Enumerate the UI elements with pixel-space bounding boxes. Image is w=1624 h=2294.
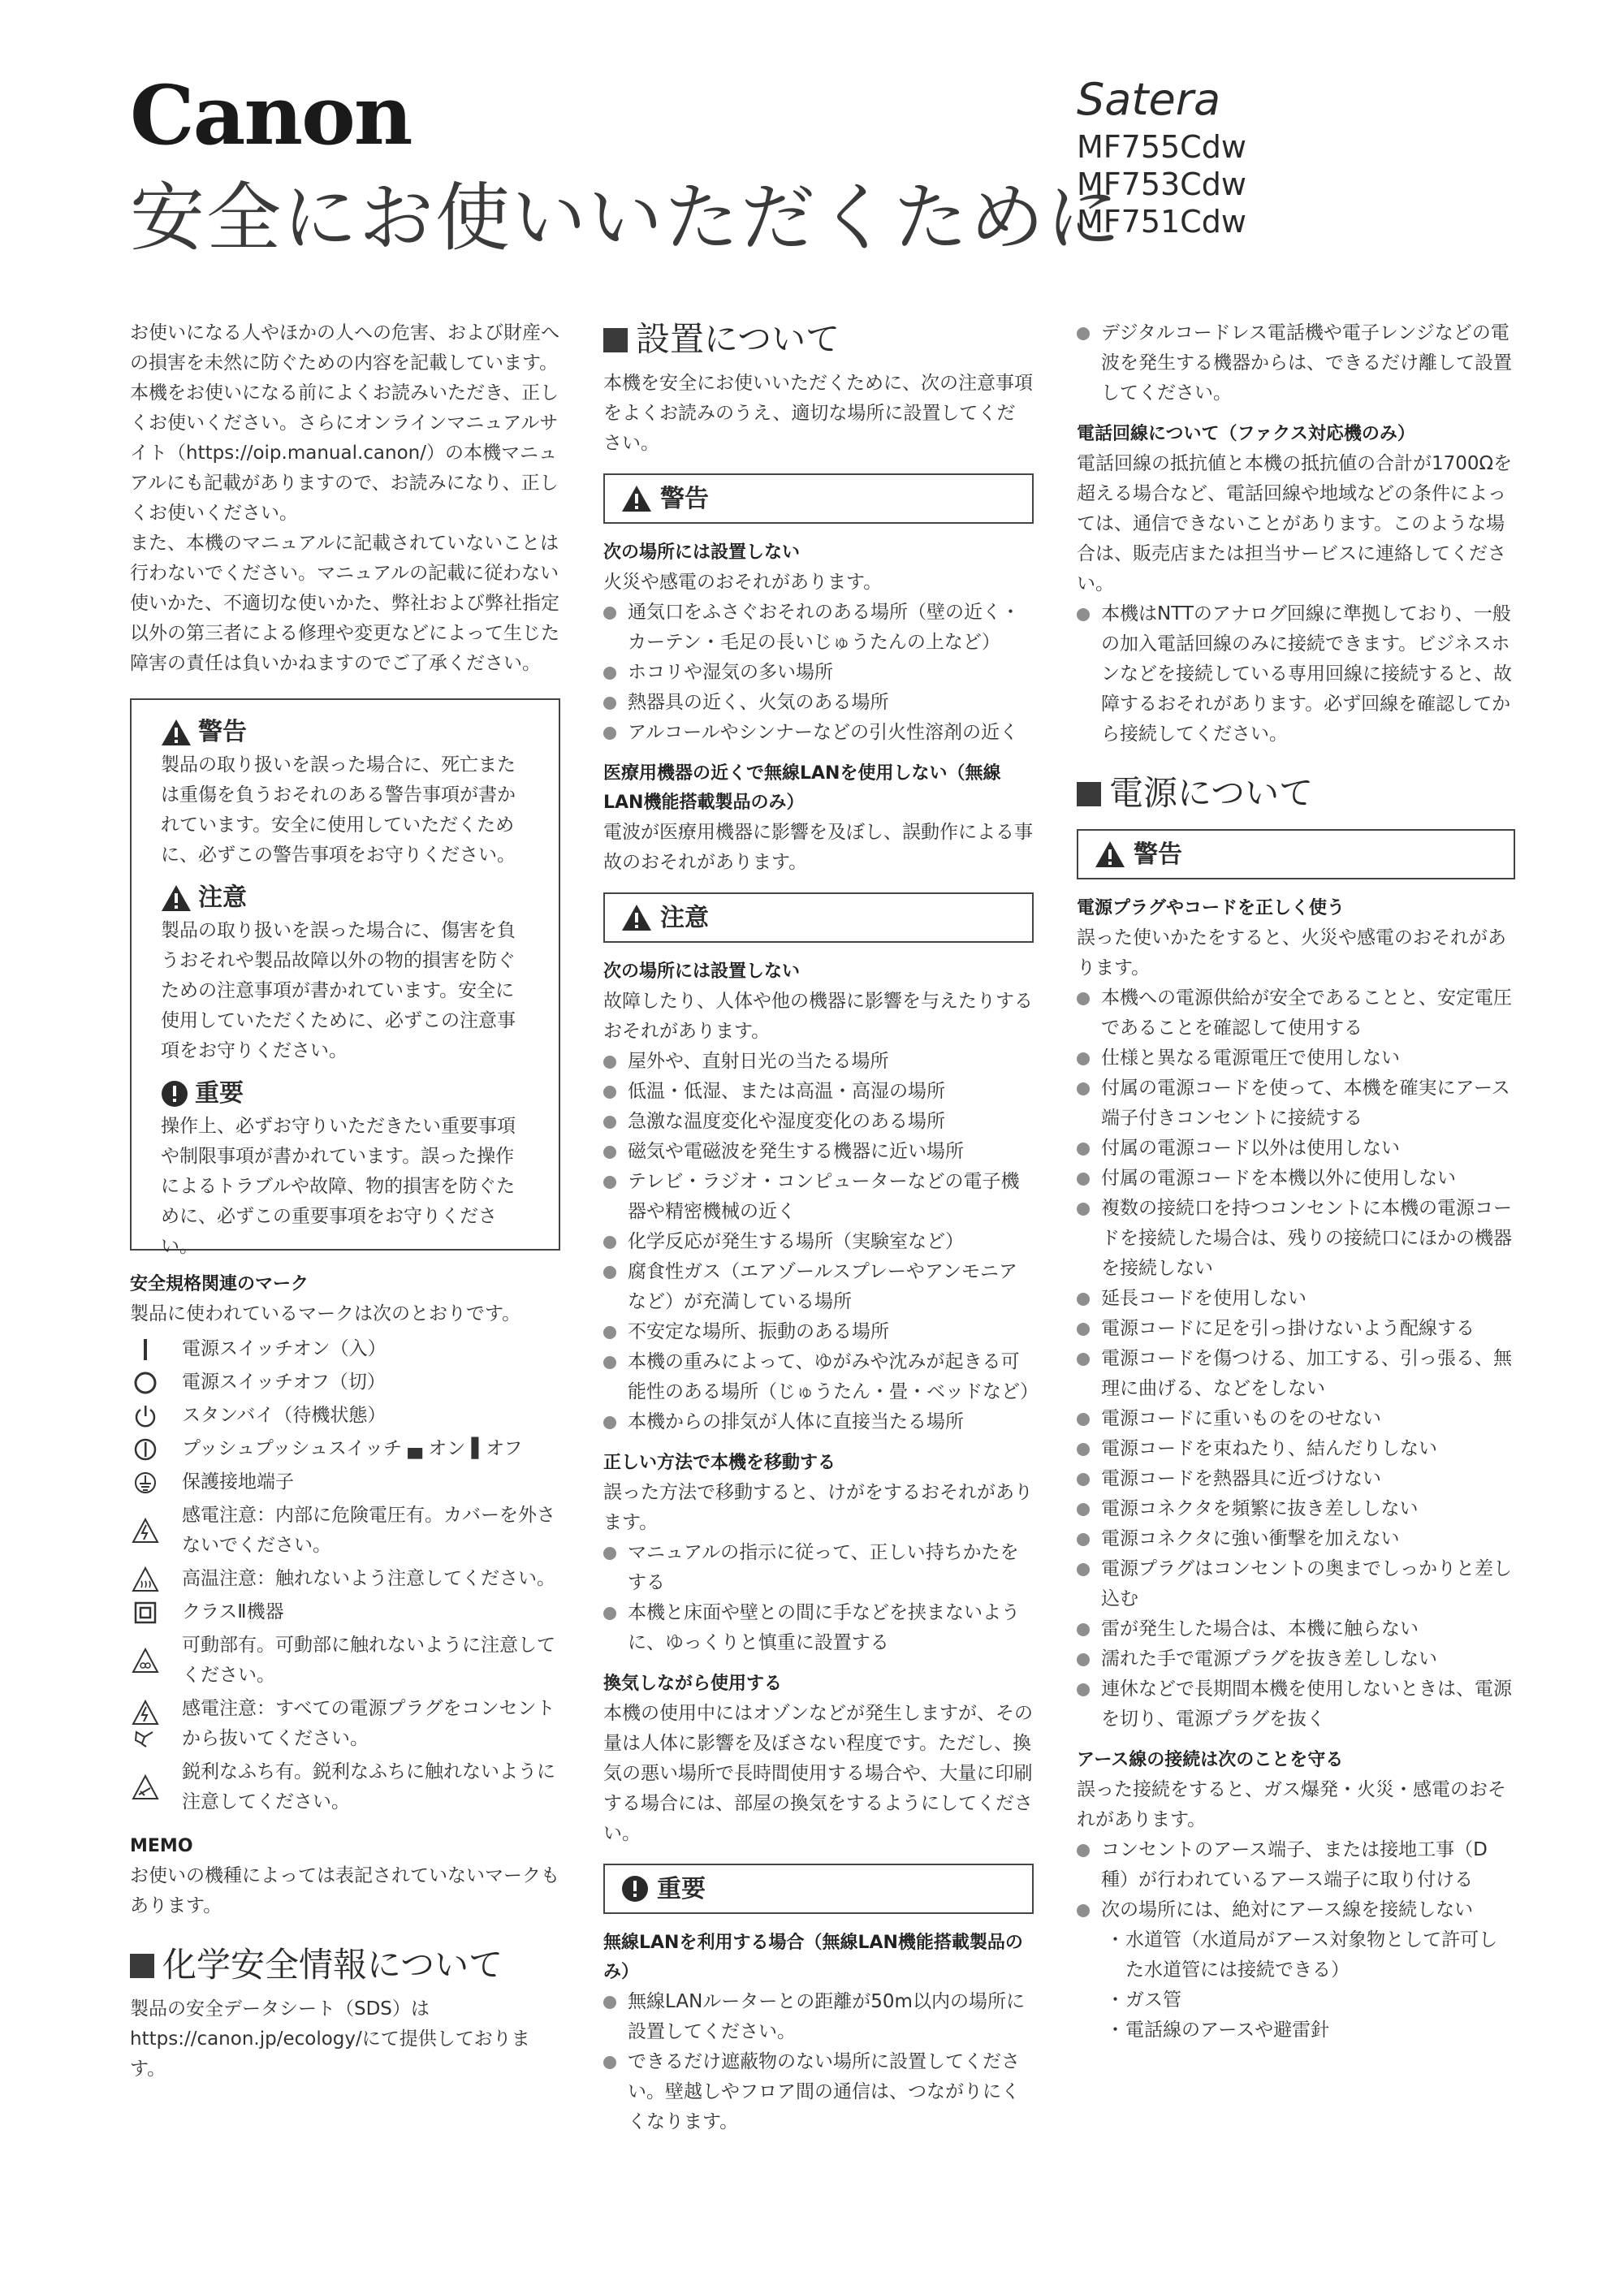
- top-list: [1077, 318, 1515, 408]
- c1-text: 故障したり、人体や他の機器に影響を与えたりするおそれがあります。: [603, 991, 1033, 1042]
- caution-triangle-icon: [621, 904, 652, 931]
- c3-title: 換気しながら使用する: [603, 1674, 783, 1694]
- list-item: 連休などで長期間本機を使用しないときは、電源を切り、電源プラグを抜く: [1077, 1674, 1515, 1735]
- legend-warning-heading: 警告: [161, 715, 529, 750]
- warning-triangle-icon: [161, 719, 192, 746]
- important-label-box: 重要: [603, 1864, 1034, 1914]
- electric-shock-icon: [130, 1501, 161, 1561]
- sub-list-item: ・ ガス管: [1106, 1989, 1181, 2011]
- p1-title: 電源プラグやコードを正しく使う: [1077, 898, 1345, 918]
- list-item: 複数の接続口を持つコンセントに本機の電源コードを接続した場合は、残りの接続口にほかの機器を接続しない: [1077, 1194, 1515, 1284]
- install-intro: 本機を安全にお使いいただくために、次の注意事項をよくお読みのうえ、適切な場所に設置してください。: [603, 373, 1033, 454]
- mark-row: クラスⅡ機器: [130, 1597, 560, 1627]
- c1-title: 次の場所には設置しない: [603, 961, 801, 982]
- w1-text: 火災や感電のおそれがあります。: [603, 572, 883, 593]
- caution-triangle-icon: [161, 884, 192, 912]
- list-item: 低温・低湿、または高温・高湿の場所: [603, 1077, 1034, 1107]
- canon-logo: Canon: [130, 67, 412, 163]
- marks-list: [130, 1334, 560, 1817]
- list-item: 電源コネクタに強い衝撃を加えない: [1077, 1524, 1515, 1554]
- list-item: 本機への電源供給が安全であることと、安定電圧であることを確認して使用する: [1077, 983, 1515, 1043]
- list-item: コンセントのアース端子、または接地工事（D種）が行われているアース端子に取り付ける: [1077, 1835, 1515, 1895]
- list-item: 本機と床面や壁との間に手などを挟まないように、ゆっくりと慎重に設置する: [603, 1598, 1034, 1658]
- memo-text: お使いの機種によっては表記されていないマークもあります。: [130, 1865, 559, 1916]
- list-item: 本機はNTTのアナログ回線に準拠しており、一般の加入電話回線のみに接続できます。ビジネスホンなどを接続している専用回線に接続すると、故障するおそれがあります。必ず回線を確認してから接続してください。: [1077, 599, 1515, 750]
- marks-title: 安全規格関連のマーク: [130, 1274, 309, 1294]
- mark-row: スタンバイ（待機状態）: [130, 1401, 560, 1431]
- list-item: 電源コードを傷つける、加工する、引っ張る、無理に曲げる、などをしない: [1077, 1344, 1515, 1404]
- warning-label-box: 警告: [603, 473, 1034, 524]
- standby-icon: [130, 1401, 161, 1431]
- c2-text: 誤った方法で移動すると、けがをするおそれがあります。: [603, 1482, 1033, 1533]
- sub-list-item: ・ 水道管（水道局がアース対象物として許可した水道管には接続できる）: [1106, 1929, 1498, 1981]
- legend-important-heading: 重要: [161, 1076, 529, 1112]
- mark-row: 鋭利なふち有。鋭利なふちに触れないように注意してください。: [130, 1757, 560, 1817]
- list-item: 電源プラグはコンセントの奥までしっかりと差し込む: [1077, 1554, 1515, 1614]
- legend-caution-text: 製品の取り扱いを誤った場合に、傷害を負うおそれや製品故障以外の物的損害を防ぐための注意事項が書かれています。安全に使用していただくために、必ずこの注意事項をお守りください。: [161, 920, 516, 1061]
- list-item: アルコールやシンナーなどの引火性溶剤の近く: [603, 718, 1034, 748]
- list-item: 化学反応が発生する場所（実験室など）: [603, 1227, 1034, 1257]
- class-ii-icon: [130, 1597, 161, 1627]
- page-title: 安全にお使いいただくために: [130, 175, 1123, 261]
- c2-list: [603, 1538, 1034, 1658]
- list-item: デジタルコードレス電話機や電子レンジなどの電波を発生する機器からは、できるだけ離して設置してください。: [1077, 318, 1515, 408]
- list-item: 電源コードに重いものをのせない: [1077, 1404, 1515, 1434]
- model-name: MF755Cdw: [1077, 129, 1246, 165]
- install-section-title: 設置について: [603, 318, 1034, 361]
- list-item: 屋外や、直射日光の当たる場所: [603, 1047, 1034, 1077]
- power-off-icon: [130, 1367, 161, 1398]
- c1-list: [603, 1047, 1039, 1437]
- list-item: 磁気や電磁波を発生する機器に近い場所: [603, 1137, 1034, 1167]
- p2-text: 誤った接続をすると、ガス爆発・火災・感電のおそれがあります。: [1077, 1779, 1506, 1830]
- list-item: 仕様と異なる電源電圧で使用しない: [1077, 1043, 1515, 1074]
- i1-list: [603, 1987, 1034, 2137]
- mark-row: 電源スイッチオフ（切）: [130, 1367, 560, 1398]
- list-item: 濡れた手で電源プラグを抜き差ししない: [1077, 1644, 1515, 1674]
- list-item: 付属の電源コードを本機以外に使用しない: [1077, 1164, 1515, 1194]
- list-item: 腐食性ガス（エアゾールスプレーやアンモニアなど）が充満している場所: [603, 1257, 1034, 1317]
- list-item: マニュアルの指示に従って、正しい持ちかたをする: [603, 1538, 1034, 1598]
- p1-text: 誤った使いかたをすると、火災や感電のおそれがあります。: [1077, 927, 1506, 979]
- list-item: 電源コードを熱器具に近づけない: [1077, 1464, 1515, 1494]
- list-item: 本機からの排気が人体に直接当たる場所: [603, 1407, 1034, 1437]
- list-item: 電源コネクタを頻繁に抜き差ししない: [1077, 1494, 1515, 1524]
- p2-title: アース線の接続は次のことを守る: [1077, 1750, 1344, 1770]
- list-item: 延長コードを使用しない: [1077, 1284, 1515, 1314]
- list-item: 不安定な場所、振動のある場所: [603, 1317, 1034, 1347]
- mark-row: 感電注意：内部に危険電圧有。カバーを外さないでください。: [130, 1501, 560, 1561]
- brand-name: Satera: [1077, 74, 1221, 125]
- warning-triangle-icon: [621, 485, 652, 512]
- mark-row: 高温注意：触れないよう注意してください。: [130, 1564, 560, 1594]
- p2-list: [1077, 1835, 1515, 2046]
- chem-section-title: 化学安全情報について: [130, 1944, 560, 1986]
- important-circle-icon: [161, 1080, 188, 1108]
- caution-label-box: 注意: [603, 892, 1034, 943]
- w1-list: [603, 598, 1034, 748]
- list-item: 次の場所には、絶対にアース線を接続しない: [1077, 1895, 1515, 1925]
- column-2: [603, 318, 1039, 2137]
- mark-row: 電源スイッチオン（入）: [130, 1334, 560, 1364]
- legend-warning-text: 製品の取り扱いを誤った場合に、死亡または重傷を負うおそれのある警告事項が書かれています。安全に使用していただくために、必ずこの警告事項をお守りください。: [161, 754, 516, 866]
- model-name: MF751Cdw: [1077, 204, 1246, 240]
- list-item: ホコリや湿気の多い場所: [603, 658, 1034, 688]
- push-push-switch-icon: [130, 1434, 161, 1464]
- hot-surface-icon: [130, 1564, 161, 1594]
- list-item: 付属の電源コード以外は使用しない: [1077, 1134, 1515, 1164]
- p1-list: [1077, 983, 1515, 1735]
- sharp-edge-icon: [130, 1757, 161, 1817]
- phone-text: 電話回線の抵抗値と本機の抵抗値の合計が1700Ωを超える場合など、電話回線や地域などの条件によっては、通信できないことがあります。このような場合は、販売店または担当サービスに連絡してください。: [1077, 453, 1513, 594]
- c3-text: 本機の使用中にはオゾンなどが発生しますが、その量は人体に影響を及ぼさない程度です。ただし、換気の悪い場所で長時間使用する場合や、大量に印刷する場合には、部屋の換気をするようにしてください。: [603, 1703, 1033, 1844]
- warning-triangle-icon: [1095, 840, 1125, 868]
- i1-title: 無線LANを利用する場合（無線LAN機能搭載製品のみ）: [603, 1933, 1023, 1982]
- warning-label-box: 警告: [1077, 829, 1515, 879]
- protective-earth-icon: [130, 1467, 161, 1497]
- unplug-icon: [130, 1694, 161, 1754]
- marks-intro: 製品に使われているマークは次のとおりです。: [130, 1303, 521, 1324]
- power-section-title: 電源について: [1077, 772, 1515, 814]
- memo-title: MEMO: [130, 1836, 193, 1856]
- list-item: できるだけ遮蔽物のない場所に設置してください。壁越しやフロア間の通信は、つながりにくくなります。: [603, 2047, 1034, 2137]
- list-item: 雷が発生した場合は、本機に触らない: [1077, 1614, 1515, 1644]
- model-name: MF753Cdw: [1077, 166, 1246, 202]
- list-item: 付属の電源コードを使って、本機を確実にアース端子付きコンセントに接続する: [1077, 1074, 1515, 1134]
- c2-title: 正しい方法で本機を移動する: [603, 1453, 836, 1473]
- column-1: [130, 318, 560, 2084]
- w2-text: 電波が医療用機器に影響を及ぼし、誤動作による事故のおそれがあります。: [603, 822, 1033, 873]
- list-item: 本機の重みによって、ゆがみや沈みが起きる可能性のある場所（じゅうたん・畳・ベッドなど）: [603, 1347, 1034, 1407]
- legend-caution-heading: 注意: [161, 880, 529, 916]
- list-item: 電源コードを束ねたり、結んだりしない: [1077, 1434, 1515, 1464]
- power-on-icon: [130, 1334, 161, 1364]
- list-item: テレビ・ラジオ・コンピューターなどの電子機器や精密機械の近く: [603, 1167, 1034, 1227]
- phone-list: [1077, 599, 1515, 750]
- chem-url-text: https://canon.jp/ecology/にて提供しております。: [130, 2028, 530, 2080]
- phone-title: 電話回線について（ファクス対応機のみ）: [1077, 424, 1415, 444]
- column-3: [1077, 318, 1515, 2046]
- mark-row: 感電注意：すべての電源プラグをコンセントから抜いてください。: [130, 1694, 560, 1754]
- legend-important-text: 操作上、必ずお守りいただきたい重要事項や制限事項が書かれています。誤った操作によるトラブルや故障、物的損害を防ぐために、必ずこの重要事項をお守りください。: [161, 1116, 516, 1257]
- list-item: 急激な温度変化や湿度変化のある場所: [603, 1107, 1034, 1137]
- mark-row: 可動部有。可動部に触れないように注意してください。: [130, 1631, 560, 1691]
- important-circle-icon: [621, 1875, 649, 1903]
- w2-title: 医療用機器の近くで無線LANを使用しない（無線LAN機能搭載製品のみ）: [603, 763, 1001, 813]
- intro-paragraph: また、本機のマニュアルに記載されていないことは行わないでください。マニュアルの記載に従わない使いかた、不適切な使いかた、弊社および弊社指定以外の第三者による修理や変更などによって生じた障害の責任は負いかねますのでご了承ください。: [130, 533, 559, 674]
- list-item: 熱器具の近く、火気のある場所: [603, 688, 1034, 718]
- list-item: 無線LANルーターとの距離が50m以内の場所に設置してください。: [603, 1987, 1034, 2047]
- sub-list-item: ・ 電話線のアースや避雷針: [1106, 2020, 1330, 2041]
- chem-text: 製品の安全データシート（SDS）は: [130, 1998, 430, 2020]
- mark-row: プッシュプッシュスイッチ ▄ オン ▌オフ: [130, 1434, 560, 1464]
- legend-box: [130, 698, 560, 1257]
- w1-title: 次の場所には設置しない: [603, 542, 801, 563]
- list-item: 通気口をふさぐおそれのある場所（壁の近く・カーテン・毛足の長いじゅうたんの上など）: [603, 598, 1034, 658]
- intro-paragraph: お使いになる人やほかの人への危害、および財産への損害を未然に防ぐための内容を記載しています。本機をお使いになる前によくお読みいただき、正しくお使いください。さらにオンラインマニュアルサイト（https://oip.manual.canon/）の本機マニュアルにも記載がありますので、お読みになり、正しくお使いください。: [130, 322, 559, 524]
- mark-row: 保護接地端子: [130, 1467, 560, 1497]
- moving-parts-icon: [130, 1631, 161, 1691]
- list-item: 電源コードに足を引っ掛けないよう配線する: [1077, 1314, 1515, 1344]
- model-list: [1077, 128, 1246, 240]
